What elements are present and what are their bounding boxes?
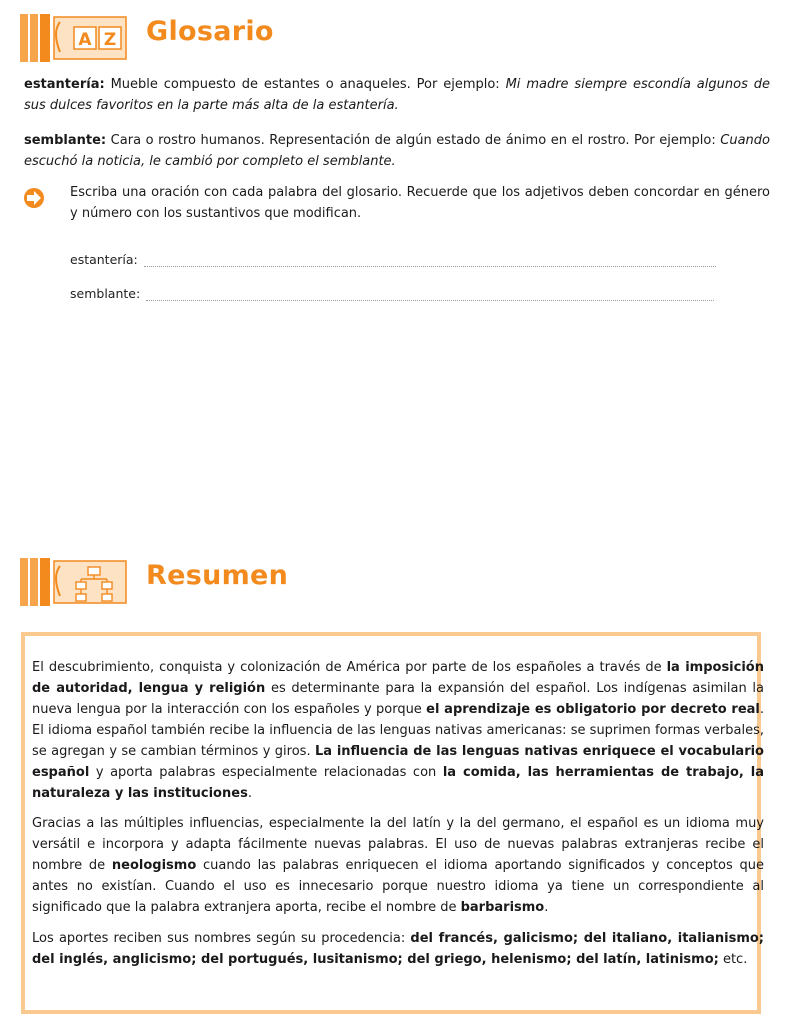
summary-highlight: La influencia de las lenguas nativas enriquece el vocabulario español: [32, 744, 764, 780]
resumen-header: [0, 558, 400, 606]
glosario-header: [0, 14, 400, 62]
term-definition: Cara o rostro humanos. Representación de algún estado de ánimo en el rostro. Por ejemplo:: [106, 133, 721, 148]
summary-text: .: [247, 786, 252, 801]
glossary-entry-semblante: [24, 130, 770, 172]
summary-highlight: el aprendizaje es obligatorio por decreto real: [426, 702, 760, 717]
answer-label: estantería:: [70, 252, 138, 267]
summary-text: y aporta palabras especialmente relacionadas con: [89, 765, 443, 780]
summary-diagram-icon: [20, 558, 130, 606]
az-letter-a: A: [78, 30, 92, 50]
glossary-entry-estanteria: [24, 74, 770, 116]
summary-highlight: barbarismo: [460, 900, 545, 915]
answer-line-semblante: [70, 286, 714, 301]
summary-text: El descubrimiento, conquista y colonización de América por parte de los españoles a través de: [32, 660, 667, 675]
summary-text: .: [544, 900, 549, 915]
term-example: Mi madre siempre escondía algunos de sus dulces favoritos en la parte más alta de la estantería.: [24, 77, 770, 113]
summary-text: Los aportes reciben sus nombres según su procedencia:: [32, 931, 411, 946]
summary-highlight: neologismo: [111, 858, 197, 873]
arrow-right-icon: [23, 187, 45, 209]
term-definition: Mueble compuesto de estantes o anaqueles. Por ejemplo:: [104, 77, 506, 92]
summary-paragraph-2: [32, 813, 764, 918]
summary-text: es determinante para la expansión del español. Los indígenas asimilan la nueva lengua por la interacción con los españoles y porque: [32, 681, 764, 717]
term-label: estantería:: [24, 77, 105, 92]
summary-paragraph-1: [32, 657, 764, 804]
summary-paragraph-3: [32, 928, 764, 970]
summary-highlight: la imposición de autoridad, lengua y religión: [32, 660, 764, 696]
glossary-az-icon: [20, 14, 130, 62]
glosario-title: Glosario: [146, 16, 274, 47]
az-letter-z: Z: [103, 30, 117, 50]
summary-highlight: la comida, las herramientas de trabajo, la naturaleza y las instituciones: [32, 765, 764, 801]
summary-text: etc.: [718, 952, 748, 967]
summary-text: Gracias a las múltiples influencias, especialmente la del latín y la del germano, el español es un idioma muy versátil e incorpora y adapta fácilmente nuevas palabras. El uso de nuevas palabras extranjeras recibe el nombre de: [32, 816, 764, 873]
answer-input-line[interactable]: [146, 288, 714, 301]
summary-highlight: del francés, galicismo; del italiano, italianismo; del inglés, anglicismo; del portugués, lusitanismo; del griego, helenismo; del latín, latinismo;: [32, 931, 764, 967]
answer-input-line[interactable]: [144, 254, 716, 267]
summary-text: . El idioma español también recibe la influencia de las lenguas nativas americanas: se suprimen formas verbales, se agregan y se cambian términos y giros.: [32, 702, 765, 759]
resumen-title: Resumen: [146, 560, 289, 591]
term-example: Cuando escuchó la noticia, le cambió por completo el semblante.: [24, 133, 770, 169]
answer-label: semblante:: [70, 286, 141, 301]
summary-text: cuando las palabras enriquecen el idioma aportando significados y conceptos que antes no existían. Cuando el uso es innecesario porque nuestro idioma ya tiene un correspondiente al significado que la palabra extranjera aporta, recibe el nombre de: [32, 858, 764, 915]
term-label: semblante:: [24, 133, 107, 148]
answer-line-estanteria: [70, 252, 716, 267]
exercise-instruction: Escriba una oración con cada palabra del glosario. Recuerde que los adjetivos deben concordar en género y número con los sustantivos que modifican.: [70, 185, 770, 221]
